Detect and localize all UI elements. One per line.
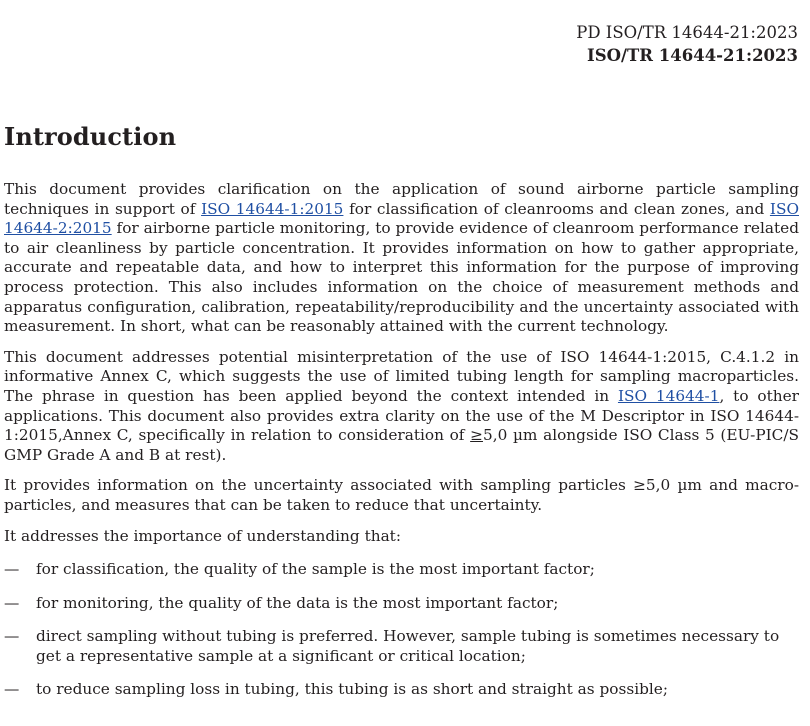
dash-marker: — bbox=[4, 627, 20, 646]
paragraph-2 bbox=[4, 348, 799, 466]
paragraph-4: It addresses the importance of understanding that: bbox=[4, 526, 401, 545]
dash-marker: — bbox=[4, 560, 20, 579]
list-item-text: to reduce sampling loss in tubing, this tubing is as short and straight as possible; bbox=[36, 680, 668, 699]
document-body bbox=[4, 180, 799, 714]
link-iso-14644-1[interactable]: ISO 14644-1 bbox=[617, 386, 720, 405]
paragraph-3: It provides information on the uncertainty associated with sampling particles ≥5,0 µm and macro-particles, and measures that can be taken to reduce that uncertainty. bbox=[4, 476, 799, 514]
document-reference: PD ISO/TR 14644-21:2023 bbox=[576, 23, 798, 42]
dash-marker: — bbox=[4, 593, 20, 612]
list-item-text: for monitoring, the quality of the data is the most important factor; bbox=[36, 593, 559, 612]
paragraph-1 bbox=[4, 180, 799, 337]
section-heading: Introduction bbox=[4, 122, 177, 151]
link-iso-14644-1-2015[interactable]: ISO 14644-1:2015 bbox=[201, 199, 344, 218]
paragraph-2-text-a: This document addresses potential misinterpretation of the use of ISO 14644-1:2015, C.4.1.2 in informative Annex C, which suggests the use of limited tubing length for sampling macroparticles. The phrase in question has been applied beyond the context intended in bbox=[4, 347, 799, 405]
dash-marker: — bbox=[4, 680, 20, 699]
document-reference-bold: ISO/TR 14644-21:2023 bbox=[587, 46, 798, 65]
list-item-text: direct sampling without tubing is preferred. However, sample tubing is sometimes necessary to get a representative sample at a significant or critical location; bbox=[36, 627, 780, 665]
list-item-text: for classification, the quality of the sample is the most important factor; bbox=[36, 560, 595, 579]
geq-symbol: ≥ bbox=[470, 426, 483, 445]
link-iso-14644-2-2015[interactable]: ISO 14644-2:2015 bbox=[4, 199, 799, 238]
list-item bbox=[4, 680, 799, 700]
paragraph-1-text-b: for classification of cleanrooms and clean zones, and bbox=[343, 199, 770, 218]
list-item bbox=[4, 560, 799, 580]
list-item bbox=[4, 627, 799, 666]
list-item bbox=[4, 594, 799, 614]
paragraph-1-text-c: for airborne particle monitoring, to provide evidence of cleanroom performance related to air cleanliness by particle concentration. It provides information on how to gather appropriate, accurate and repeatable data, and how to interpret this information for the purpose of improving process protection. This also includes information on the choice of measurement methods and apparatus configuration, calibration, repeatability/reproducibility and the uncertainty associated with measurement. In short, what can be reasonably attained with the current technology. bbox=[4, 219, 799, 336]
paragraph-2-text-c: 5,0 µm alongside ISO Class 5 (EU-PIC/S GMP Grade A and B at rest). bbox=[4, 426, 800, 464]
paragraph-2-text-b: , to other applications. This document also provides extra clarity on the use of the M Descriptor in ISO 14644-1:2015,Annex C, specifically in relation to consideration of bbox=[4, 386, 799, 445]
paragraph-1-text-a: This document provides clarification on the application of sound airborne particle sampling techniques in support of bbox=[4, 180, 799, 218]
